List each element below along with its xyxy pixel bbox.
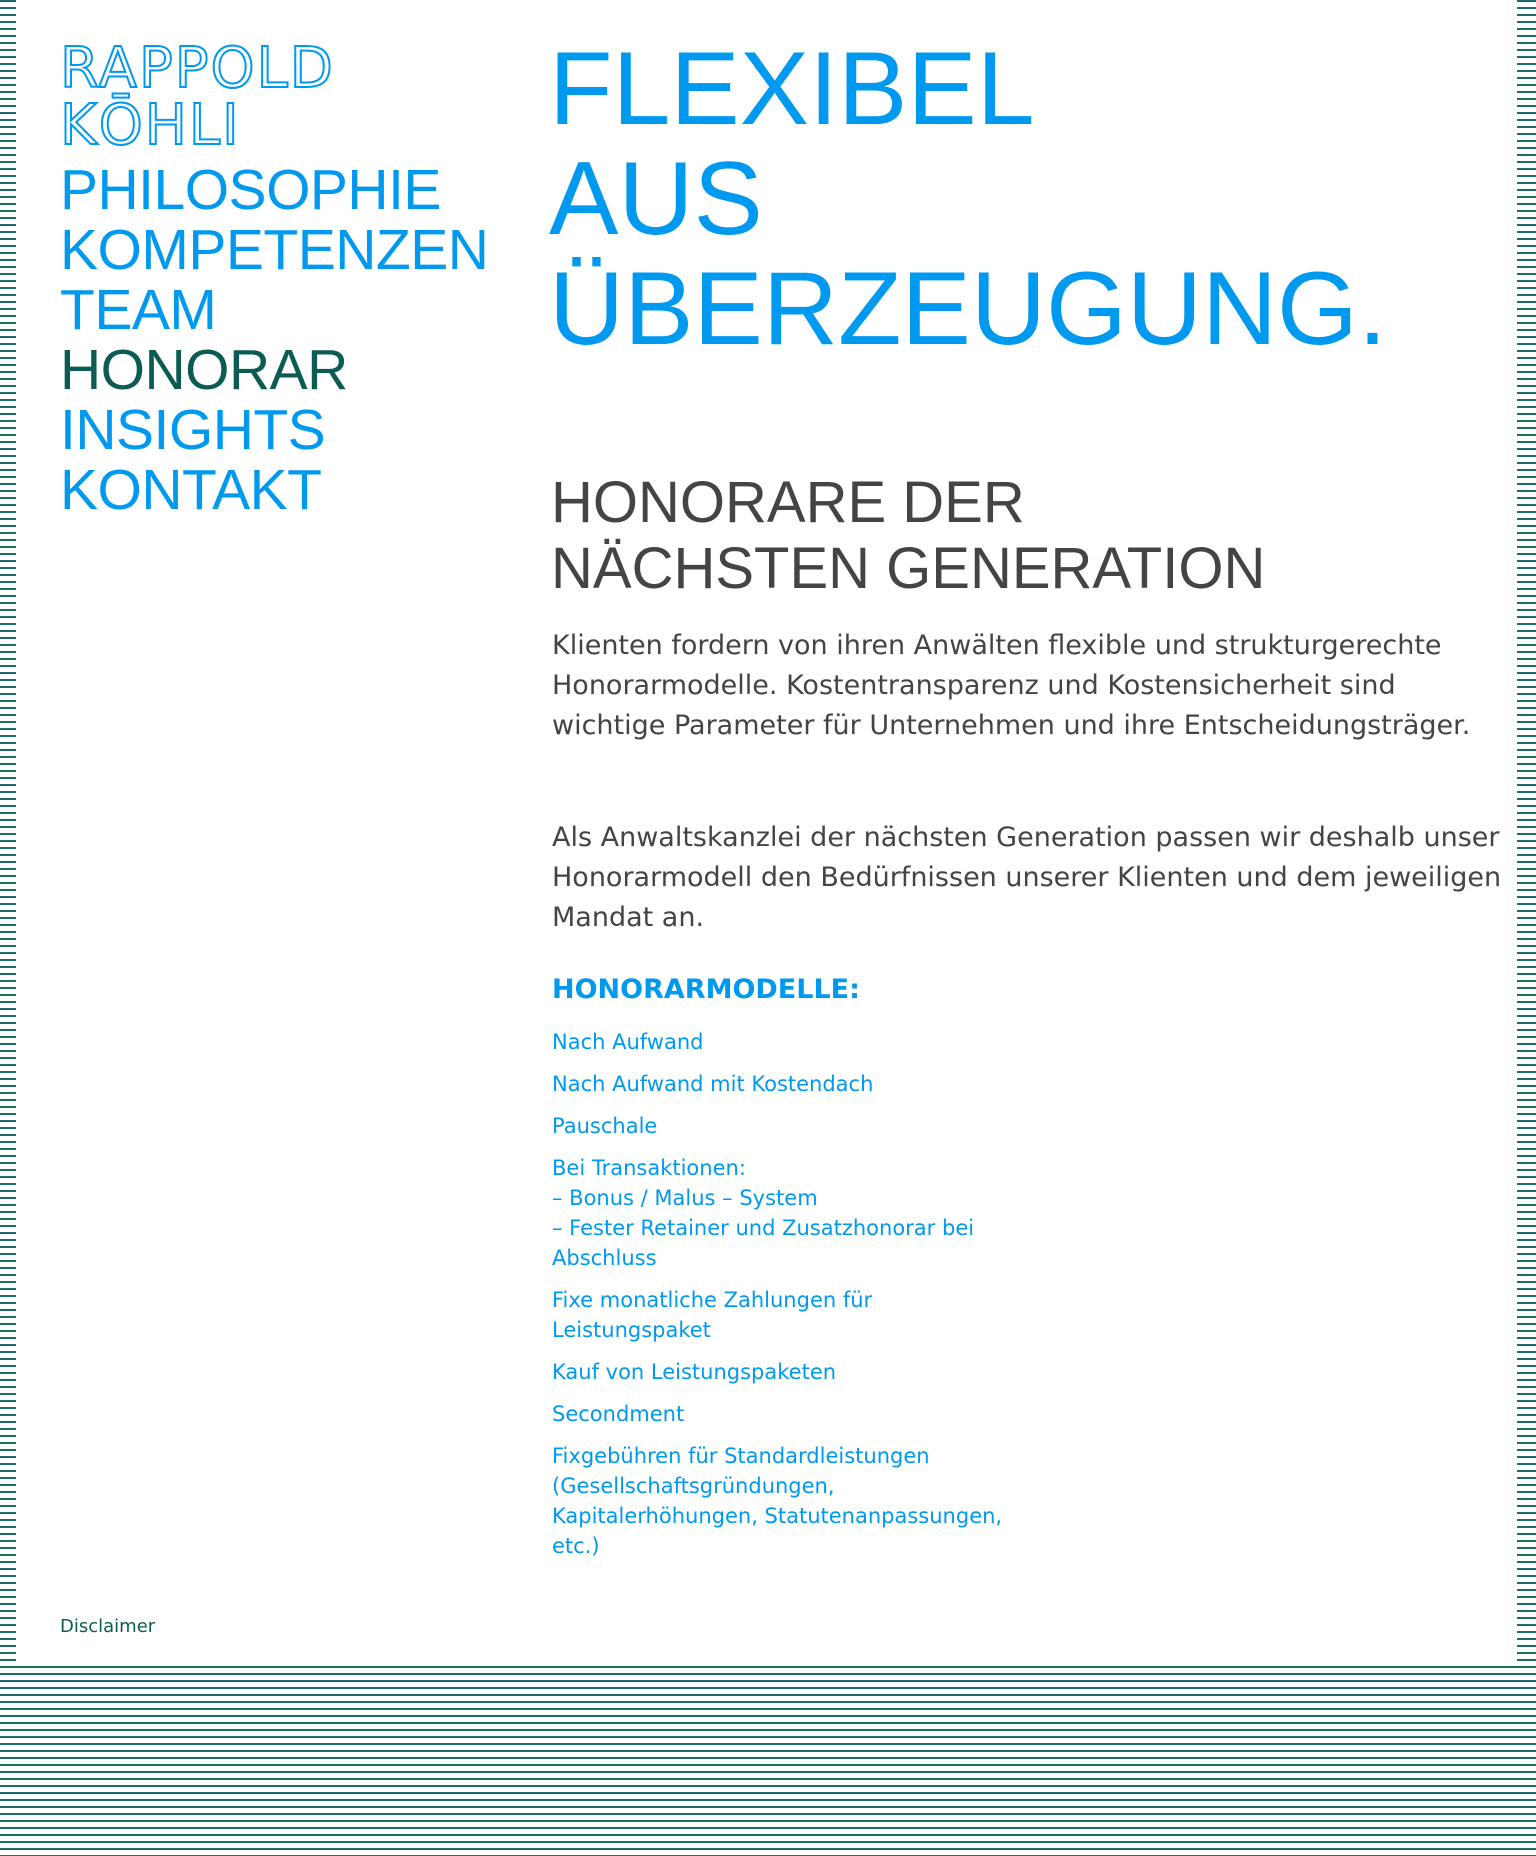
models-heading: HONORARMODELLE: <box>552 974 860 1005</box>
disclaimer-link[interactable]: Disclaimer <box>60 1616 156 1637</box>
hero-line: FLEXIBEL <box>549 31 1035 147</box>
logo-line-kohli: KŌHLI <box>60 93 241 158</box>
models-list <box>552 1027 1012 1573</box>
intro-paragraph: Klienten fordern von ihren Anwälten flexible und strukturgerechte Honorarmodelle. Kostentransparenz und Kostensicherheit sind wichtige Parameter für Unternehmen und ihre Entscheidungsträger. <box>552 630 1471 741</box>
section-title-line: NÄCHSTEN GENERATION <box>551 536 1266 601</box>
list-item: Nach Aufwand <box>552 1030 704 1054</box>
section-title <box>551 470 1511 602</box>
nav-item-kontakt[interactable]: KONTAKT <box>60 458 322 522</box>
nav-item-insights[interactable]: INSIGHTS <box>60 398 326 462</box>
nav-item-philosophie[interactable]: PHILOSOPHIE <box>60 158 441 222</box>
list-item: Secondment <box>552 1402 685 1426</box>
hero-line: ÜBERZEUGUNG. <box>549 251 1387 367</box>
logo-line-rappold: RAPPOLD <box>60 36 335 101</box>
list-item: Pauschale <box>552 1114 658 1138</box>
hero-line: AUS <box>549 141 763 257</box>
list-item: Fixe monatliche Zahlungen für Leistungspaket <box>552 1288 873 1342</box>
nav-item-kompetenzen[interactable]: KOMPETENZEN <box>60 218 489 282</box>
list-item: Nach Aufwand mit Kostendach <box>552 1072 874 1096</box>
approach-paragraph: Als Anwaltskanzlei der nächsten Generation passen wir deshalb unser Honorarmodell den Bedürfnissen unserer Klienten und dem jeweiligen Mandat an. <box>552 822 1502 933</box>
content-panel <box>16 0 1517 1666</box>
list-item: Bei Transaktionen: – Bonus / Malus – System – Fester Retainer und Zusatzhonorar bei Abschluss <box>552 1156 975 1270</box>
list-item: Fixgebühren für Standardleistungen (Gesellschaftsgründungen, Kapitalerhöhungen, Statutenanpassungen, etc.) <box>552 1444 1003 1558</box>
nav-item-team[interactable]: TEAM <box>60 278 217 342</box>
main-nav <box>60 160 500 520</box>
hero-title <box>549 31 1509 367</box>
logo[interactable] <box>60 36 360 158</box>
section-title-line: HONORARE DER <box>551 470 1025 535</box>
list-item: Kauf von Leistungspaketen <box>552 1360 837 1384</box>
nav-item-honorar[interactable]: HONORAR <box>60 338 348 402</box>
